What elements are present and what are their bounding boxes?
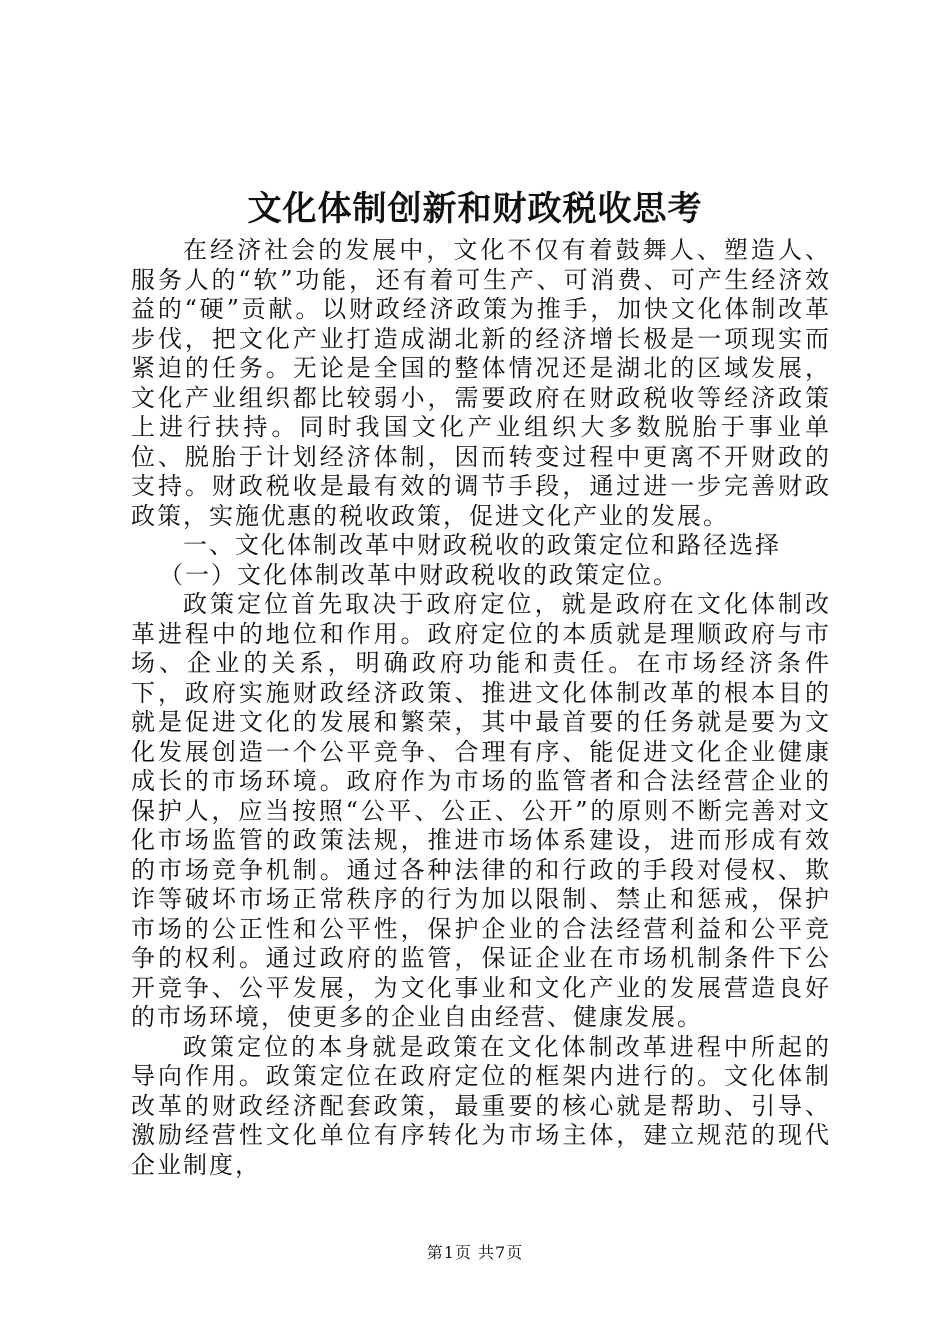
section-heading: 一、文化体制改革中财政税收的政策定位和路径选择	[183, 531, 781, 559]
body-paragraph: 政策定位的本身就是政策在文化体制改革进程中所起的导向作用。政策定位在政府定位的框架内进行的。文化体制改革的财政经济配套政策，最重要的核心就是帮助、引导、激励经营性文化单位有序转化为市场主体，建立规范的现代企业制度，	[131, 1032, 831, 1179]
body-paragraph: 政策定位首先取决于政府定位，就是政府在文化体制改革进程中的地位和作用。政府定位的本质就是理顺政府与市场、企业的关系，明确政府功能和责任。在市场经济条件下，政府实施财政经济政策、推进文化体制改革的根本目的就是促进文化的发展和繁荣，其中最首要的任务就是要为文化发展创造一个公平竞争、合理有序、能促进文化企业健康成长的市场环境。政府作为市场的监管者和合法经营企业的保护人，应当按照“公平、公正、公开”的原则不断完善对文化市场监管的政策法规，推进市场体系建设，进而形成有效的市场竞争机制。通过各种法律的和行政的手段对侵权、欺诈等破坏市场正常秩序的行为加以限制、禁止和惩戒，保护市场的公正性和公平性，保护企业的合法经营利益和公平竞争的权利。通过政府的监管，保证企业在市场机制条件下公开竞争、公平发展，为文化事业和文化产业的发展营造良好的市场环境，使更多的企业自由经营、健康发展。	[131, 590, 831, 1031]
document-body	[131, 236, 831, 1180]
page-footer: 第1页 共7页	[426, 1243, 524, 1262]
document-title: 文化体制创新和财政税收思考	[247, 189, 703, 229]
intro-paragraph: 在经济社会的发展中，文化不仅有着鼓舞人、塑造人、服务人的“软”功能，还有着可生产、可消费、可产生经济效益的“硬”贡献。以财政经济政策为推手，加快文化体制改革步伐，把文化产业打造成湖北新的经济增长极是一项现实而紧迫的任务。无论是全国的整体情况还是湖北的区域发展，文化产业组织都比较弱小，需要政府在财政税收等经济政策上进行扶持。同时我国文化产业组织大多数脱胎于事业单位、脱胎于计划经济体制，因而转变过程中更离不开财政的支持。财政税收是最有效的调节手段，通过进一步完善财政政策，实施优惠的税收政策，促进文化产业的发展。	[131, 236, 831, 530]
subsection-heading: （一）文化体制改革中财政税收的政策定位。	[159, 560, 679, 589]
